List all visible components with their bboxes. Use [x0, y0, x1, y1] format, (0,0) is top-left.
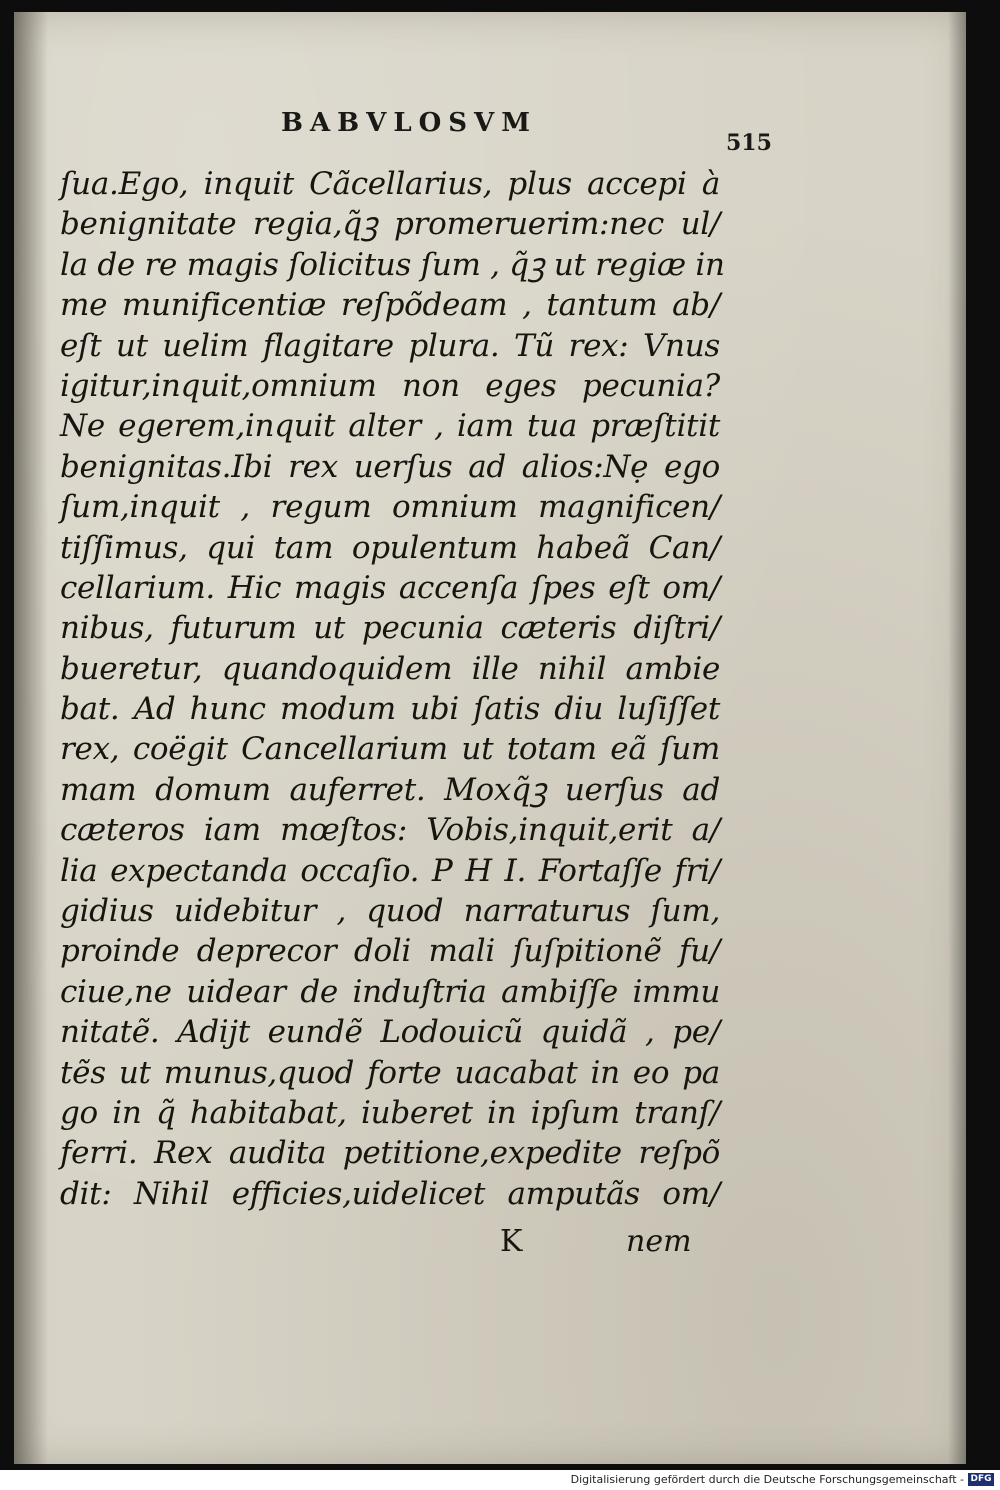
text-line: tẽs ut munus,quod forte uacabat in eo pa	[60, 1054, 720, 1091]
running-head: BABVLOSVM	[281, 108, 537, 138]
text-line: nitatẽ. Adijt eundẽ Lodouicũ quidã , pe/	[60, 1014, 720, 1051]
text-line: benignitas.Ibi rex uerſus ad alios:Nẹ ego	[60, 448, 720, 485]
text-line: go in q̃ habitabat, iuberet in ipſum tranſ/	[60, 1094, 720, 1131]
text-line: ferri. Rex audita petitione,expedite reſpõ	[60, 1135, 720, 1172]
footer-bar	[0, 1470, 1000, 1490]
text-line: me munificentiæ reſpõdeam , tantum ab/	[60, 287, 720, 324]
text-line: tiſſimus, qui tam opulentum habeã Can/	[60, 529, 720, 566]
dfg-logo-icon: DFG	[968, 1473, 994, 1486]
text-line: igitur,inquit,omnium non eges pecunia?	[60, 367, 720, 404]
text-line: dit: Nihil efficies,uidelicet amputãs om/	[60, 1175, 720, 1212]
body-text	[60, 164, 725, 1214]
text-line: ſum,inquit , regum omnium magnificen/	[60, 489, 720, 526]
book-page	[14, 12, 966, 1464]
text-line: Ne egerem,inquit alter , iam tua præſtitit	[60, 408, 720, 445]
text-line: ſua.Ego, inquit Cãcellarius, plus accepi à	[60, 166, 720, 202]
catchword: nem	[626, 1224, 692, 1259]
page-number: 515	[726, 130, 772, 156]
text-line: benignitate regia,q̃ꝫ promeruerim:nec ul/	[60, 206, 720, 243]
text-line: lia expectanda occaſio. P H I. Fortaſſe fri/	[60, 852, 720, 889]
text-line: ciue,ne uidear de induſtria ambiſſe immu	[60, 973, 720, 1010]
text-line: gidius uidebitur , quod narraturus ſum,	[60, 893, 720, 930]
text-line: la de re magis ſolicitus ſum , q̃ꝫ ut regiæ in	[60, 246, 725, 283]
funding-credit: Digitalisierung gefördert durch die Deutsche Forschungsgemeinschaft -	[570, 1473, 964, 1486]
text-line: nibus, futurum ut pecunia cæteris diſtri/	[60, 610, 720, 647]
page-gutter-shadow	[14, 12, 48, 1464]
text-line: mam domum auferret. Moxq̃ꝫ uerſus ad	[60, 771, 720, 808]
text-line: bat. Ad hunc modum ubi ſatis diu luſiſſet	[60, 691, 720, 728]
text-line: proinde deprecor doli mali ſuſpitionẽ fu/	[60, 933, 720, 970]
text-line: eſt ut uelim flagitare plura. Tũ rex: Vnus	[60, 327, 720, 364]
text-line: cæteros iam mœſtos: Vobis,inquit,erit a/	[60, 812, 720, 849]
page-edge-shadow	[948, 12, 966, 1464]
text-line: rex, coëgit Cancellarium ut totam eã ſum	[60, 731, 720, 768]
text-line: bueretur, quandoquidem ille nihil ambie	[60, 650, 720, 687]
text-line: cellarium. Hic magis accenſa ſpes eſt om/	[60, 569, 720, 606]
signature-mark: K	[500, 1224, 523, 1259]
